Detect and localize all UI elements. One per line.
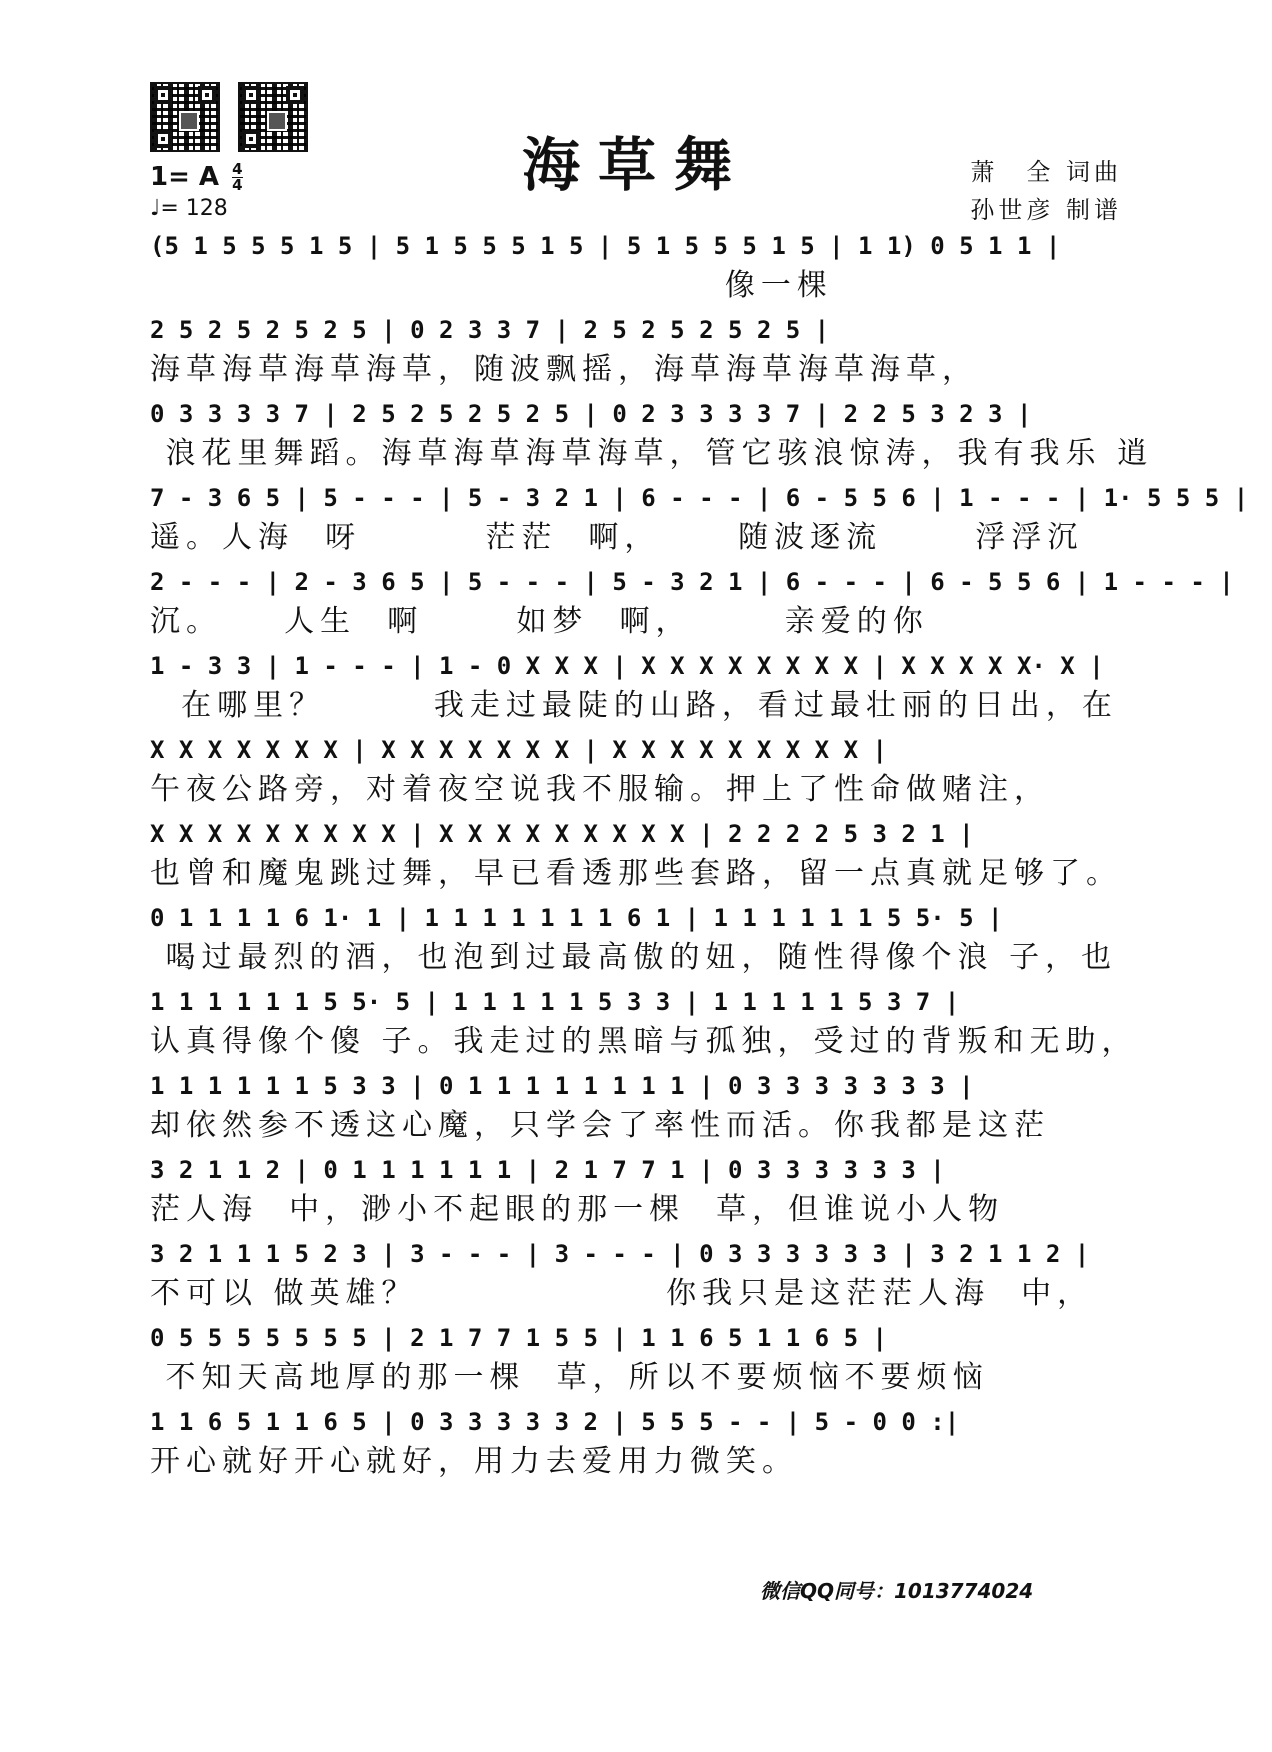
lyrics-line: 不可以 做英雄？ 你我只是这茫茫人海 中， — [150, 1276, 1094, 1311]
lyrics-line: 浪花里舞蹈。海草海草海草海草，管它骇浪惊涛，我有我乐 逍 — [150, 436, 1154, 471]
contact-footer: 微信QQ同号：1013774024 — [760, 1579, 1034, 1603]
notation-line: 0 1 1 1 1 6 1· 1 | 1 1 1 1 1 1 1 6 1 | 1 1 1 1 1 1 5 5· 5 | — [150, 904, 1003, 932]
arranger: 孙世彦 制谱 — [970, 196, 1122, 224]
notation-line: 3 2 1 1 2 | 0 1 1 1 1 1 1 | 2 1 7 7 1 | 0 3 3 3 3 3 3 | — [150, 1156, 945, 1184]
score-system — [150, 396, 1154, 476]
notation-line: 1 1 1 1 1 1 5 5· 5 | 1 1 1 1 1 5 3 3 | 1 1 1 1 1 5 3 7 | — [150, 988, 960, 1016]
lyrics-line: 也曾和魔鬼跳过舞，早已看透那些套路，留一点真就足够了。 — [150, 856, 1122, 891]
lyrics-line: 沉。 人生 啊 如梦 啊， 亲爱的你 — [150, 604, 929, 639]
notation-line: 7 - 3 6 5 | 5 - - - | 5 - 3 2 1 | 6 - - - | 6 - 5 5 6 | 1 - - - | 1· 5 5 5 | — [150, 484, 1249, 512]
score-system — [150, 984, 1138, 1064]
lyrics-line: 遥。人海 呀 茫茫 啊， 随波逐流 浮浮沉 — [150, 520, 1084, 555]
lyrics-line: 认真得像个傻 子。我走过的黑暗与孤独，受过的背叛和无助， — [150, 1024, 1138, 1059]
time-signature-bottom: 4 — [232, 176, 243, 194]
key-signature — [150, 162, 243, 193]
time-signature — [232, 162, 242, 193]
lyrics-line: 海草海草海草海草，随波飘摇，海草海草海草海草， — [150, 352, 978, 387]
notation-line: 1 1 6 5 1 1 6 5 | 0 3 3 3 3 3 2 | 5 5 5 - - | 5 - 0 0 :| — [150, 1408, 960, 1436]
notation-line: 1 1 1 1 1 1 5 3 3 | 0 1 1 1 1 1 1 1 1 | 0 3 3 3 3 3 3 3 | — [150, 1072, 974, 1100]
lyrics-line: 茫人海 中，渺小不起眼的那一棵 草，但谁说小人物 — [150, 1192, 1005, 1227]
lyrics-line: 在哪里？ 我走过最陡的山路，看过最壮丽的日出，在 — [150, 688, 1118, 723]
notation-line: 0 5 5 5 5 5 5 5 | 2 1 7 7 1 5 5 | 1 1 6 5 1 1 6 5 | — [150, 1324, 887, 1352]
score-system — [150, 564, 1234, 644]
score-system — [150, 1068, 1130, 1148]
lyrics-line: 像一棵 — [150, 268, 833, 303]
notation-line: 1 - 3 3 | 1 - - - | 1 - 0 X X X | X X X X X X X X | X X X X X· X | — [150, 652, 1104, 680]
song-title: 海草舞 — [521, 131, 750, 199]
notation-line: 3 2 1 1 1 5 2 3 | 3 - - - | 3 - - - | 0 3 3 3 3 3 3 | 3 2 1 1 2 | — [150, 1240, 1090, 1268]
score-system — [150, 648, 1130, 728]
notation-line: (5 1 5 5 5 1 5 | 5 1 5 5 5 1 5 | 5 1 5 5 5 1 5 | 1 1) 0 5 1 1 | — [150, 232, 1061, 260]
lyrics-line: 不知天高地厚的那一棵 草，所以不要烦恼不要烦恼 — [150, 1360, 989, 1395]
score-system — [150, 312, 1130, 392]
lyrics-line: 午夜公路旁，对着夜空说我不服输。押上了性命做赌注， — [150, 772, 1050, 807]
notation-line: X X X X X X X | X X X X X X X | X X X X X X X X X | — [150, 736, 887, 764]
score-system — [150, 900, 1130, 980]
notation-line: X X X X X X X X X | X X X X X X X X X | 2 2 2 2 5 3 2 1 | — [150, 820, 974, 848]
notation-line: 2 - - - | 2 - 3 6 5 | 5 - - - | 5 - 3 2 1 | 6 - - - | 6 - 5 5 6 | 1 - - - | — [150, 568, 1234, 596]
score-system — [150, 816, 1130, 896]
score-system — [150, 732, 1130, 812]
time-signature-top: 4 — [232, 160, 243, 178]
notation-line: 0 3 3 3 3 7 | 2 5 2 5 2 5 2 5 | 0 2 3 3 3 3 7 | 2 2 5 3 2 3 | — [150, 400, 1032, 428]
key-label: 1= A — [150, 162, 220, 192]
lyrics-line: 喝过最烈的酒，也泡到过最高傲的妞，随性得像个浪 子，也 — [150, 940, 1118, 975]
notation-line: 2 5 2 5 2 5 2 5 | 0 2 3 3 7 | 2 5 2 5 2 5 2 5 | — [150, 316, 830, 344]
score-system — [150, 1236, 1130, 1316]
lyrics-line: 开心就好开心就好，用力去爱用力微笑。 — [150, 1444, 798, 1479]
score-system — [150, 1320, 1130, 1400]
tempo-marking: ♩= 128 — [150, 196, 228, 221]
lyrics-line: 却依然参不透这心魔，只学会了率性而活。你我都是这茫 — [150, 1108, 1050, 1143]
score-system — [150, 228, 1130, 308]
score-system — [150, 1152, 1130, 1232]
score-system — [150, 480, 1249, 560]
score-system — [150, 1404, 1130, 1484]
lyricist-composer: 萧 全 词曲 — [970, 158, 1122, 186]
